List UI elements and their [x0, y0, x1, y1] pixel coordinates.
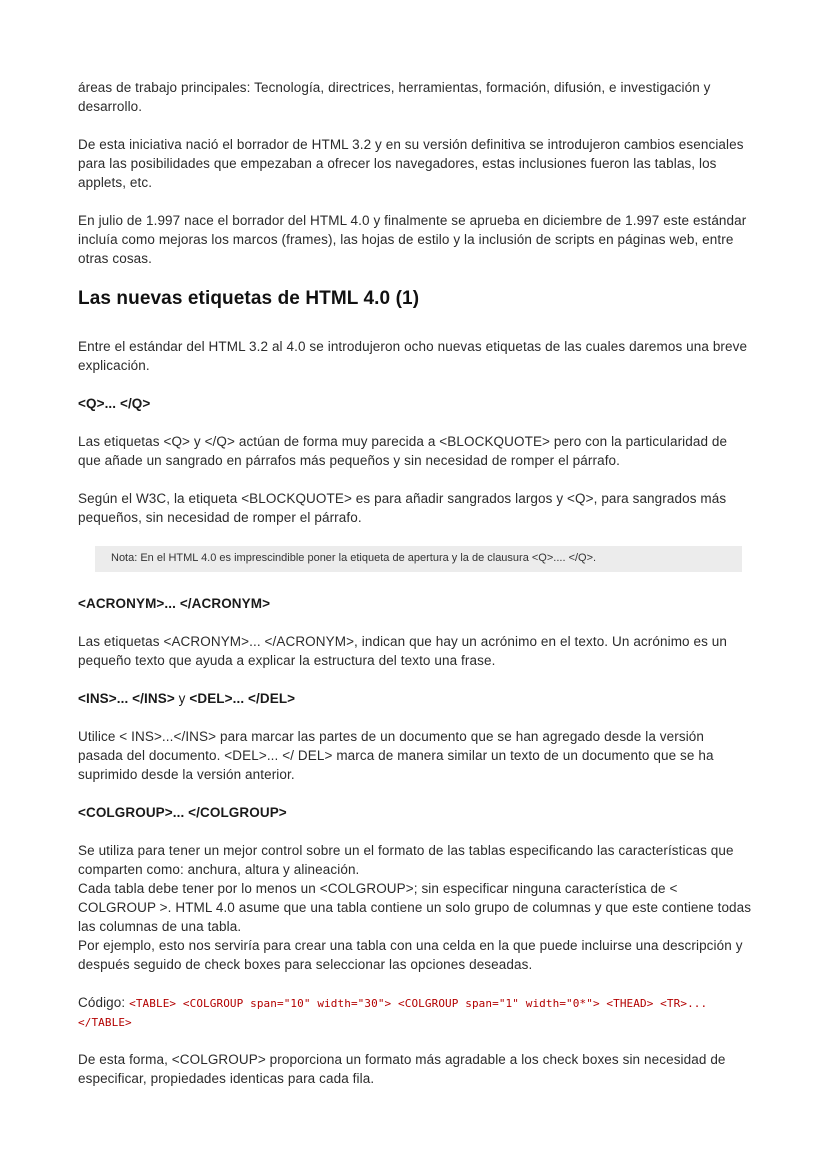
paragraph-eight-new-tags: Entre el estándar del HTML 3.2 al 4.0 se introdujeron ocho nuevas etiquetas de las cuales daremos una breve explicación.	[78, 339, 748, 373]
paragraph-html32-initiative: De esta iniciativa nació el borrador de HTML 3.2 y en su versión definitiva se introdujeron cambios esenciales para las posibilidades que empezaban a ofrecer los navegadores, estas inclusiones fueron las tablas, los applets, etc.	[78, 137, 744, 190]
paragraph-q-w3c: Según el W3C, la etiqueta <BLOCKQUOTE> es para añadir sangrados largos y <Q>, para sangrados más pequeños, sin necesidad de romper el párrafo.	[78, 491, 727, 525]
del-tag-label: <DEL>... </DEL>	[189, 691, 296, 706]
ins-del-connector: y	[174, 691, 190, 706]
paragraph-colgroup-description	[78, 841, 752, 974]
paragraph-colgroup-conclusion: De esta forma, <COLGROUP> proporciona un formato más agradable a los check boxes sin necesidad de especificar, propiedades identicas para cada fila.	[78, 1052, 726, 1086]
colgroup-line-usage: Se utiliza para tener un mejor control sobre un el formato de las tablas especificando las características que comparten como: anchura, altura y alineación.	[78, 843, 734, 877]
paragraph-work-areas: áreas de trabajo principales: Tecnología, directrices, herramientas, formación, difusión, e investigación y desarrollo.	[78, 80, 711, 114]
code-example-block	[78, 993, 752, 1031]
paragraph-ins-del-description: Utilice < INS>...</INS> para marcar las partes de un documento que se han agregado desde la versión pasada del documento. <DEL>... </ DEL> marca de manera similar un texto de un documento que se ha suprimido desde la versión anterior.	[78, 729, 714, 782]
ins-tag-label: <INS>... </INS>	[78, 691, 175, 706]
paragraph-html40-july: En julio de 1.997 nace el borrador del HTML 4.0 y finalmente se aprueba en diciembre de 1.997 este estándar incluía como mejoras los marcos (frames), las hojas de estilo y la inclusión de scripts en páginas web, entre otras cosas.	[78, 213, 747, 266]
heading-acronym-tag: <ACRONYM>... </ACRONYM>	[78, 596, 271, 611]
paragraph-q-description: Las etiquetas <Q> y </Q> actúan de forma muy parecida a <BLOCKQUOTE> pero con la particularidad de que añade un sangrado en párrafos más pequeños y sin necesidad de romper el párrafo.	[78, 434, 728, 468]
heading-colgroup-tag: <COLGROUP>... </COLGROUP>	[78, 805, 287, 820]
colgroup-line-example: Por ejemplo, esto nos serviría para crear una tabla con una celda en la que puede incluirse una descripción y después seguido de check boxes para seleccionar las opciones deseadas.	[78, 938, 743, 972]
heading-ins-del-tag	[78, 689, 752, 708]
colgroup-line-minimum: Cada tabla debe tener por lo menos un <COLGROUP>; sin especificar ninguna característica de < COLGROUP >. HTML 4.0 asume que una tabla contiene un solo grupo de columnas y que este contiene todas las columnas de una tabla.	[78, 881, 752, 934]
heading-new-html40-tags: Las nuevas etiquetas de HTML 4.0 (1)	[78, 288, 420, 309]
code-label: Código:	[78, 995, 130, 1010]
code-text: <TABLE> <COLGROUP span="10" width="30"> <COLGROUP span="1" width="0*"> <THEAD> <TR>... </TABLE>	[78, 997, 708, 1029]
heading-q-tag: <Q>... </Q>	[78, 396, 151, 411]
note-box	[95, 546, 742, 572]
note-text: Nota: En el HTML 4.0 es imprescindible poner la etiqueta de apertura y la de clausura <Q>.... </Q>.	[111, 552, 597, 564]
paragraph-acronym-description: Las etiquetas <ACRONYM>... </ACRONYM>, indican que hay un acrónimo en el texto. Un acrónimo es un pequeño texto que ayuda a explicar la estructura del texto una frase.	[78, 634, 728, 668]
